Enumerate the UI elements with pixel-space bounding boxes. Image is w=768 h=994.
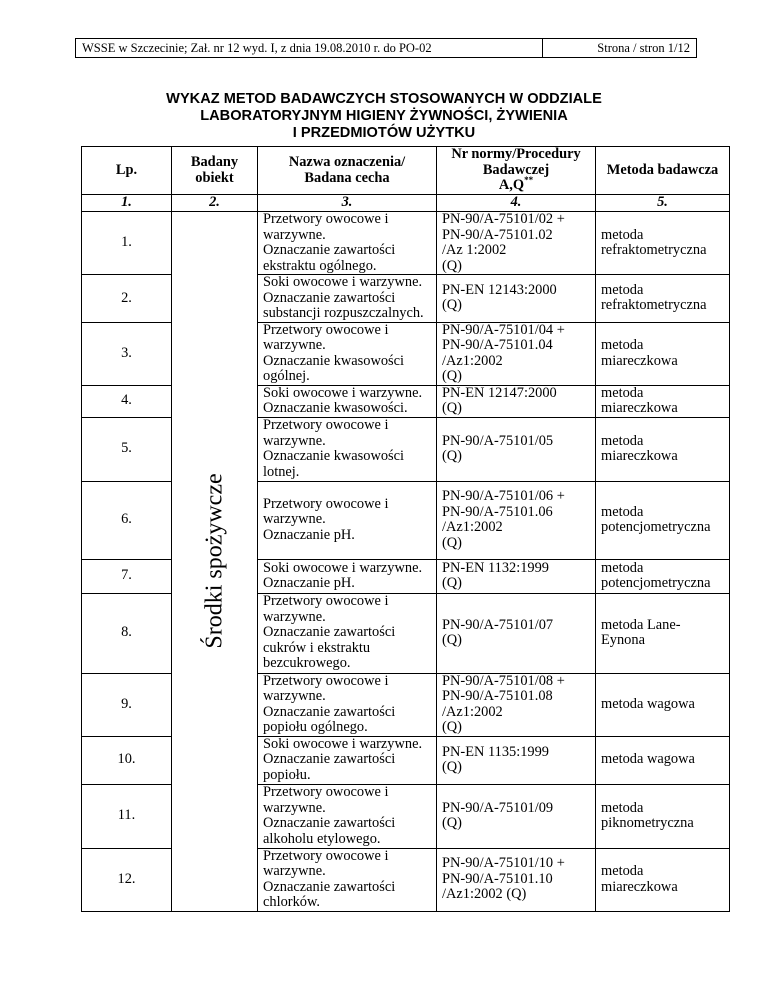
column-number-row [82,195,730,212]
standard-cell-line: PN-90/A-75101/06 + [442,488,565,504]
standard-cell-line: PN-90/A-75101.08 [442,688,553,704]
tested-object-cell [172,212,258,912]
title-line-2: LABORATORYJNYM HIGIENY ŻYWNOŚCI, ŻYWIENIA [200,108,568,124]
test-name-cell-line: Oznaczanie zawartości [263,815,396,831]
test-name-cell [258,559,437,593]
test-name-cell [258,593,437,673]
standard-cell-line: PN-90/A-75101.04 [442,337,553,353]
test-name-cell-line: Oznaczanie kwasowości. [263,400,408,416]
standard-cell-line: (Q) [442,575,462,591]
test-name-cell-line: chlorków. [263,894,321,910]
test-name-cell [258,481,437,559]
method-cell-line: metoda [601,799,644,816]
test-name-cell-line: Przetwory owocowe i [263,211,389,227]
standard-cell-line: PN-EN 12147:2000 [442,384,557,401]
test-name-cell [258,673,437,736]
test-name-cell [258,385,437,417]
test-name-cell-line: warzywne. [263,688,326,704]
standard-cell-line: (Q) [442,297,462,314]
method-cell [596,736,730,784]
footnote-marker: ** [524,175,534,186]
test-name-cell-line: ogólnej. [263,368,310,384]
standard-cell [437,481,596,559]
method-cell [596,481,730,559]
test-name-cell-line: Soki owocowe i warzywne. [263,735,423,752]
row-number: 1. [82,212,172,275]
method-cell-line: metoda [601,559,644,576]
table-body [82,212,730,912]
standard-cell [437,275,596,323]
row-number: 7. [82,559,172,593]
method-cell-line: piknometryczna [601,815,694,831]
test-name-cell [258,848,437,911]
test-name-cell [258,275,437,323]
row-number: 6. [82,481,172,559]
standard-cell-line: (Q) [442,448,462,464]
header-standard-line2: Badawczej [482,161,550,178]
method-cell-line: metoda [601,503,644,520]
test-name-cell-line: warzywne. [263,511,326,528]
standard-cell-line: PN-90/A-75101/08 + [442,672,565,689]
method-cell-line: metoda [601,863,644,879]
standard-cell-line: /Az 1:2002 [442,242,507,258]
standard-cell-line: PN-90/A-75101/09 [442,799,554,816]
test-name-cell-line: warzywne. [263,226,326,243]
test-name-cell [258,784,437,848]
page-number: Strona / stron 1/12 [597,41,690,55]
method-cell-line: metoda [601,281,644,298]
test-name-cell-line: Oznaczanie pH. [263,575,355,591]
method-cell-line: refraktometryczna [601,242,707,258]
methods-table [81,146,730,912]
standard-cell-line: (Q) [442,368,462,384]
row-number: 11. [82,784,172,848]
row-number: 12. [82,848,172,911]
document-reference: WSSE w Szczecinie; Zał. nr 12 wyd. I, z dnia 19.08.2010 r. do PO-02 [82,41,432,55]
header-standard-line3 [437,175,595,194]
standard-cell-line: (Q) [442,400,462,416]
standard-cell-line: PN-90/A-75101/07 [442,616,554,633]
test-name-cell-line: Przetwory owocowe i [263,784,389,800]
test-name-cell-line: Oznaczanie kwasowości [263,448,405,464]
method-cell [596,848,730,911]
method-cell-line: miareczkowa [601,878,678,895]
method-cell-line: potencjometryczna [601,575,711,591]
test-name-cell-line: substancji rozpuszczalnych. [263,305,424,321]
test-name-cell-line: bezcukrowego. [263,655,351,672]
test-name-cell-line: popiołu ogólnego. [263,719,368,735]
standard-cell-line: PN-90/A-75101/02 + [442,211,565,227]
test-name-cell-line: Oznaczanie zawartości [263,289,396,306]
column-number: 5. [596,195,730,212]
standard-cell-line: (Q) [442,632,462,648]
standard-cell [437,385,596,417]
standard-cell [437,593,596,673]
test-name-cell-line: warzywne. [263,863,326,879]
standard-cell [437,322,596,385]
test-name-cell-line: Oznaczanie zawartości [263,703,396,720]
method-cell [596,559,730,593]
tested-object-label: Środki spożywcze [200,473,227,649]
standard-cell [437,212,596,275]
standard-cell-line: PN-90/A-75101/05 [442,432,554,449]
method-cell-line: miareczkowa [601,352,678,369]
method-cell-line: potencjometryczna [601,519,711,535]
row-number: 3. [82,322,172,385]
test-name-cell-line: Oznaczanie pH. [263,526,355,543]
standard-cell-line: (Q) [442,719,462,735]
standard-cell-line: /Az1:2002 [442,703,503,720]
row-number: 2. [82,275,172,323]
test-name-cell [258,417,437,481]
standard-cell [437,559,596,593]
standard-cell-line: (Q) [442,257,462,274]
standard-cell-line: (Q) [442,759,462,775]
standard-cell [437,784,596,848]
column-number: 2. [172,195,258,212]
standard-cell-line: PN-90/A-75101.10 [442,870,553,887]
method-cell-line: metoda [601,226,644,243]
standard-cell-line: PN-90/A-75101.06 [442,503,553,520]
standard-cell-line: PN-EN 1132:1999 [442,559,549,576]
test-name-cell-line: popiołu. [263,766,311,783]
row-number: 8. [82,593,172,673]
method-cell [596,385,730,417]
test-name-cell-line: lotnej. [263,463,300,480]
test-name-cell [258,322,437,385]
test-name-cell-line: Soki owocowe i warzywne. [263,559,423,576]
standard-cell-line: /Az1:2002 [442,352,503,369]
standard-cell [437,848,596,911]
method-cell [596,212,730,275]
column-number: 1. [82,195,172,212]
method-cell [596,417,730,481]
method-cell-line: metoda [601,432,644,449]
test-name-cell [258,736,437,784]
test-name-cell-line: Przetwory owocowe i [263,847,389,864]
header-object: Badany obiekt [172,147,258,195]
header-test-name-line1: Nazwa oznaczenia/ [288,154,406,170]
method-cell [596,673,730,736]
test-name-cell-line: Oznaczanie zawartości [263,878,396,895]
standard-cell-line: PN-90/A-75101/10 + [442,855,565,872]
test-name-cell-line: Soki owocowe i warzywne. [263,384,423,401]
table-header-row [82,147,730,195]
header-test-name [258,147,437,195]
column-number: 4. [437,195,596,212]
row-number: 4. [82,385,172,417]
test-name-cell-line: warzywne. [263,432,326,449]
test-name-cell-line: Oznaczanie zawartości [263,751,396,768]
method-cell [596,275,730,323]
header-test-name-line2: Badana cecha [304,169,390,186]
method-cell [596,322,730,385]
title-line-1: WYKAZ METOD BADAWCZYCH STOSOWANYCH W ODDZIALE [166,91,602,107]
standard-cell-line: PN-EN 12143:2000 [442,281,557,298]
test-name-cell-line: alkoholu etylowego. [263,830,381,847]
test-name-cell-line: Przetwory owocowe i [263,672,389,689]
method-cell-line: metoda wagowa [601,695,695,712]
standard-cell-line: PN-90/A-75101/04 + [442,321,565,338]
test-name-cell-line: Przetwory owocowe i [263,417,389,433]
method-cell-line: refraktometryczna [601,297,707,314]
standard-cell-line: (Q) [442,815,462,831]
column-number: 3. [258,195,437,212]
standard-cell [437,673,596,736]
test-name-cell-line: cukrów i ekstraktu [263,639,371,656]
row-number: 9. [82,673,172,736]
test-name-cell-line: warzywne. [263,608,326,625]
method-cell-line: metoda wagowa [601,751,695,768]
header-standard-line1: Nr normy/Procedury [451,146,581,163]
standard-cell-line: /Az1:2002 [442,519,503,535]
test-name-cell-line: warzywne. [263,799,326,816]
standard-cell-line: PN-90/A-75101.02 [442,226,553,243]
table-row [82,212,730,275]
test-name-cell-line: warzywne. [263,337,326,353]
method-cell-line: Eynona [601,632,645,648]
test-name-cell-line: Oznaczanie kwasowości [263,352,405,369]
header-standard [437,147,596,195]
row-number: 10. [82,736,172,784]
standard-cell-line: PN-EN 1135:1999 [442,743,549,760]
test-name-cell-line: Oznaczanie zawartości [263,624,396,641]
header-lp: Lp. [82,147,172,195]
title-line-3: I PRZEDMIOTÓW UŻYTKU [292,125,476,141]
method-cell-line: metoda Lane- [601,616,681,633]
row-number: 5. [82,417,172,481]
test-name-cell-line: Soki owocowe i warzywne. [263,274,423,290]
page-header [75,38,697,58]
test-name-cell-line: Przetwory owocowe i [263,593,389,610]
method-cell [596,784,730,848]
standard-cell [437,417,596,481]
test-name-cell-line: Przetwory owocowe i [263,321,389,338]
test-name-cell-line: Przetwory owocowe i [263,495,389,512]
standard-cell-line: (Q) [442,534,462,551]
standard-cell-line: /Az1:2002 (Q) [442,886,527,903]
method-cell-line: metoda [601,384,644,401]
test-name-cell-line: ekstraktu ogólnego. [263,257,377,274]
method-cell-line: metoda [601,337,644,353]
test-name-cell-line: Oznaczanie zawartości [263,242,396,258]
method-cell [596,593,730,673]
header-divider [542,39,543,57]
standard-cell [437,736,596,784]
method-cell-line: miareczkowa [601,400,678,416]
method-cell-line: miareczkowa [601,448,678,464]
header-standard-aq: A,Q [498,177,525,194]
test-name-cell [258,212,437,275]
header-method: Metoda badawcza [596,147,730,195]
